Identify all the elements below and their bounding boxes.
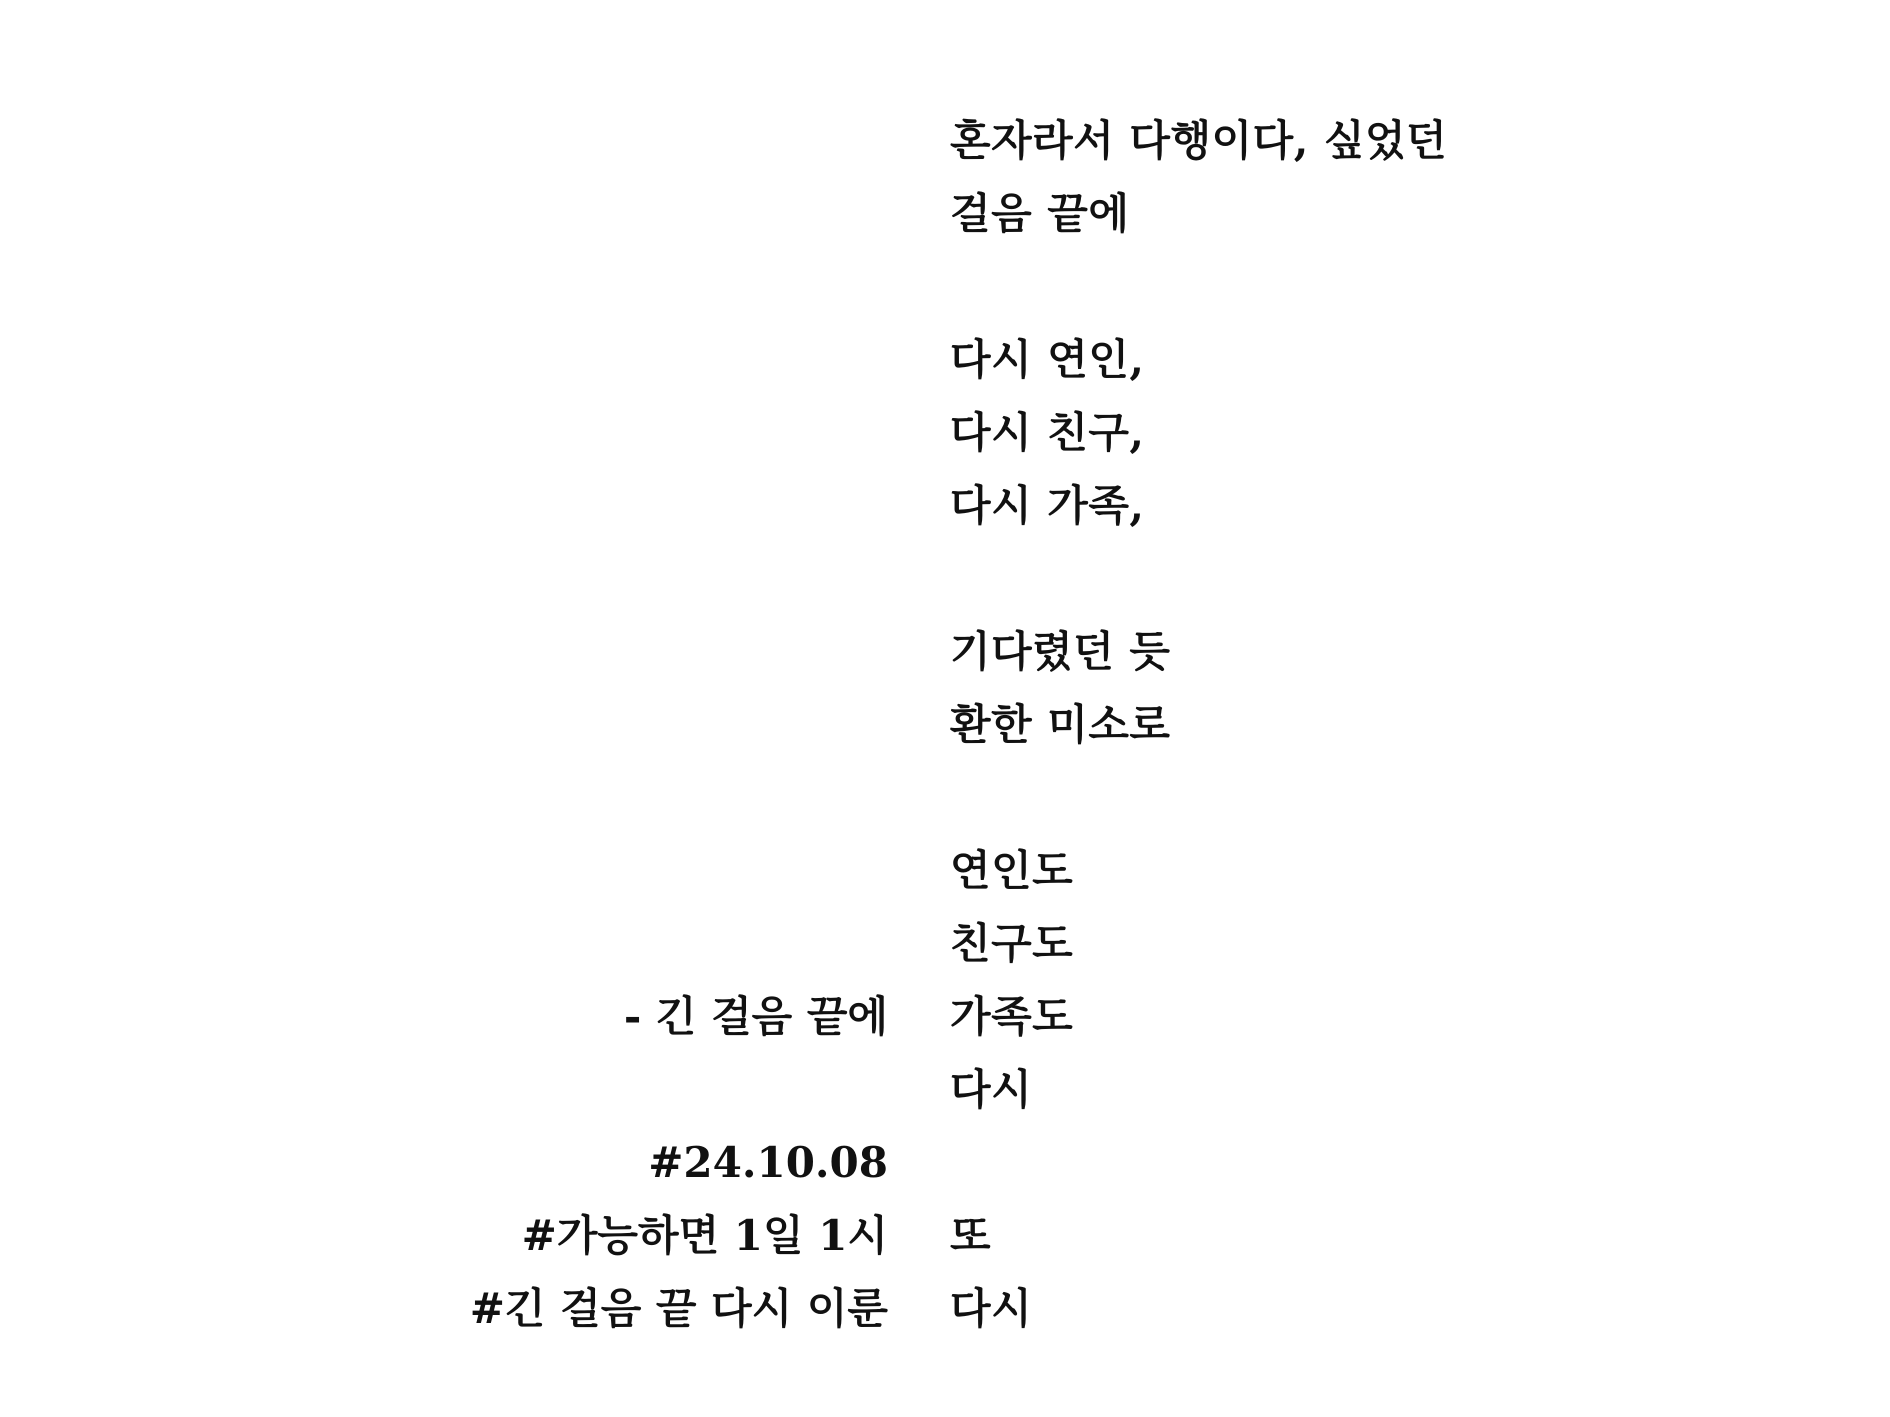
poem-line: 또 (950, 1211, 992, 1260)
stanza-break (950, 1126, 1750, 1199)
hashtag: #가능하면 1일 1시 (521, 1211, 888, 1260)
date-tag: #24.10.08 (648, 1138, 888, 1187)
poem-line: 환한 미소로 (950, 700, 1171, 749)
poem-title: - 긴 걸음 끝에 (623, 992, 888, 1041)
poem-line: 기다렸던 듯 (950, 627, 1171, 676)
stanza-break (950, 761, 1750, 834)
poem-line: 다시 가족, (950, 481, 1145, 530)
stanza-break (950, 542, 1750, 615)
poem-line: 다시 친구, (950, 408, 1145, 457)
stanza-break (950, 250, 1750, 323)
hashtag: #긴 걸음 끝 다시 이룬 (469, 1284, 888, 1333)
poem-body (950, 104, 1750, 1345)
poem-line: 혼자라서 다행이다, 싶었던 (950, 116, 1448, 165)
poem-line: 가족도 (950, 992, 1074, 1041)
poem-line: 친구도 (950, 919, 1074, 968)
poem-line: 다시 연인, (950, 335, 1145, 384)
poem-line: 걸음 끝에 (950, 189, 1130, 238)
poem-line: 연인도 (950, 846, 1074, 895)
poem-line: 다시 (950, 1065, 1033, 1114)
poem-line: 다시 (950, 1284, 1033, 1333)
